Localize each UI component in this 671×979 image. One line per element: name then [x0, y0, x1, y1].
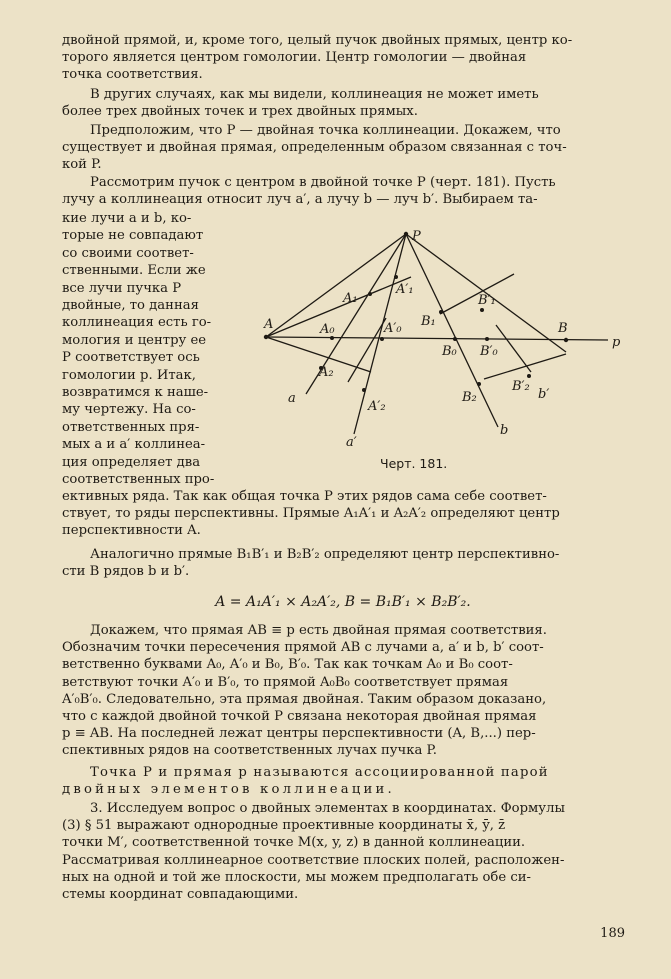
text-line: стемы координат совпадающими.	[62, 887, 299, 903]
label-B1: B₁	[421, 314, 436, 329]
text-line: кие лучи a и b, ко-	[62, 211, 192, 226]
point-B1	[439, 310, 443, 314]
text-line: мология и центру ее	[62, 332, 207, 348]
text-line: спективных рядов на соответственных лучах пучка P.	[62, 743, 437, 759]
top-paragraph	[62, 32, 624, 84]
point-A1	[368, 292, 372, 296]
text-line: Предположим, что P — двойная точка коллинеации. Докажем, что	[90, 123, 561, 138]
text-line: Рассмотрим пучок с центром в двойной точке P (черт. 181). Пусть	[90, 175, 556, 190]
text-line: ция определяет два	[62, 454, 201, 470]
text-line: (3) § 51 выражают однородные проективные координаты x̄, ȳ, z̄	[62, 818, 506, 834]
text-line: двойные, то данная	[62, 298, 199, 314]
label-B0p: B′₀	[480, 344, 498, 359]
label-B2p: B′₂	[512, 379, 530, 394]
point-B0	[453, 337, 457, 341]
point-B0p	[485, 337, 489, 341]
text-line: гомологии p. Итак,	[62, 367, 196, 383]
text-line: что с каждой двойной точкой P связана некоторая двойная прямая	[62, 709, 537, 725]
point-A	[264, 335, 268, 339]
label-B0: B₀	[442, 344, 457, 359]
label-a-prime: a′	[346, 435, 357, 450]
label-A0: A₀	[320, 322, 335, 337]
label-p: p	[612, 335, 621, 350]
label-A1p: A′₁	[396, 282, 414, 297]
text-line: существует и двойная прямая, определенным образом связанная с точ-	[62, 140, 567, 156]
label-B1p: B′₁	[478, 293, 496, 308]
point-A1p	[394, 275, 398, 279]
label-b: b	[500, 423, 509, 438]
text-line: ствует, то ряды перспективны. Прямые A₁A′₁ и A₂A′₂ определяют центр	[62, 506, 560, 522]
label-P: P	[412, 229, 421, 244]
text-line: ветственно буквами A₀, A′₀ и B₀, B′₀. Так как точкам A₀ и B₀ соот-	[62, 657, 513, 673]
text-line: ветствуют точки A′₀ и B′₀, то прямой A₀B₀ соответствует прямая	[62, 674, 509, 690]
paragraph-six	[62, 546, 624, 580]
text-line: В других случаях, как мы видели, коллинеация не может иметь	[90, 87, 539, 102]
figure-caption: Черт. 181.	[380, 456, 448, 471]
figure-181-diagram	[236, 222, 622, 472]
label-b-prime: b′	[538, 387, 550, 402]
text-line: Точка P и прямая p называются ассоциированной парой	[90, 765, 549, 780]
text-line: возвратимся к наше-	[62, 385, 209, 401]
text-line: 3. Исследуем вопрос о двойных элементах в координатах. Формулы	[90, 801, 565, 816]
text-line: Обозначим точки пересечения прямой AB с лучами a, a′ и b, b′ соот-	[62, 640, 544, 656]
text-line: точки M′, соответственной точке M(x, y, z) в данной коллинеации.	[62, 835, 526, 851]
text-line: лучу a коллинеация относит луч a′, а лучу b — луч b′. Выбираем та-	[62, 192, 538, 208]
label-A2: A₂	[319, 365, 334, 380]
point-B1p	[480, 308, 484, 312]
label-a: a	[288, 391, 296, 406]
text-line: P соответствует ось	[62, 350, 200, 366]
label-A1: A₁	[343, 291, 358, 306]
point-B	[564, 338, 568, 342]
text-line: A′₀B′₀. Следовательно, эта прямая двойная. Таким образом доказано,	[62, 691, 547, 707]
paragraph-four	[62, 174, 624, 208]
text-line: ответственных пря-	[62, 419, 200, 435]
text-line: сти B рядов b и b′.	[62, 564, 190, 580]
text-line: торые не совпадают	[62, 228, 204, 244]
text-line: мых a и a′ коллинеа-	[62, 437, 206, 453]
text-line: перспективности A.	[62, 523, 201, 539]
label-A2p: A′₂	[368, 399, 386, 414]
line-A2-A0p	[348, 318, 386, 382]
ray-b	[406, 234, 498, 427]
text-line: коллинеация есть го-	[62, 315, 212, 331]
text-line: точка соответствия.	[62, 67, 203, 83]
text-line: двойных элементов коллинеации.	[62, 782, 395, 798]
point-B2	[477, 382, 481, 386]
paragraph-seven	[62, 622, 624, 760]
text-line: все лучи пучка P	[62, 280, 182, 296]
wrapped-text-column	[62, 210, 222, 489]
paragraph-eight	[62, 764, 624, 798]
point-A0p	[380, 337, 384, 341]
text-line: Рассматривая коллинеарное соответствие плоских полей, расположен-	[62, 852, 565, 868]
paragraph-two	[62, 86, 624, 120]
text-line: кой P.	[62, 157, 102, 173]
text-line: более трех двойных точек и трех двойных прямых.	[62, 104, 418, 120]
point-B2p	[527, 374, 531, 378]
text-line: ективных ряда. Так как общая точка P этих рядов сама себе соответ-	[62, 489, 547, 504]
line-B0p	[496, 325, 531, 372]
text-line: со своими соответ-	[62, 245, 194, 261]
text-line: ственными. Если же	[62, 263, 206, 279]
text-line: му чертежу. На со-	[62, 402, 196, 418]
label-A: A	[264, 317, 274, 332]
formula-line: A = A₁A′₁ × A₂A′₂, B = B₁B′₁ × B₂B′₂.	[215, 594, 471, 610]
text-line: торого является центром гомологии. Центр гомологии — двойная	[62, 50, 527, 66]
text-line: p ≡ AB. На последней лежат центры перспективности (A, B,...) пер-	[62, 726, 536, 742]
text-line: двойной прямой, и, кроме того, целый пучок двойных прямых, центр ко-	[62, 33, 573, 48]
text-line: Аналогично прямые B₁B′₁ и B₂B′₂ определяют центр перспективно-	[90, 547, 560, 562]
page-number: 189	[600, 926, 625, 941]
label-B: B	[558, 321, 568, 336]
label-B2: B₂	[462, 390, 477, 405]
label-A0p: A′₀	[384, 321, 402, 336]
point-A2p	[362, 388, 366, 392]
paragraph-three	[62, 122, 624, 174]
text-line: соответственных про-	[62, 472, 215, 488]
line-B1-B1p	[440, 274, 514, 314]
paragraph-nine	[62, 800, 624, 903]
line-p	[266, 337, 608, 340]
text-line: ных на одной и той же плоскости, мы можем предполагать обе си-	[62, 869, 531, 885]
paragraph-five	[62, 488, 624, 540]
point-P	[404, 232, 408, 236]
text-line: Докажем, что прямая AB ≡ p есть двойная прямая соответствия.	[90, 623, 547, 638]
